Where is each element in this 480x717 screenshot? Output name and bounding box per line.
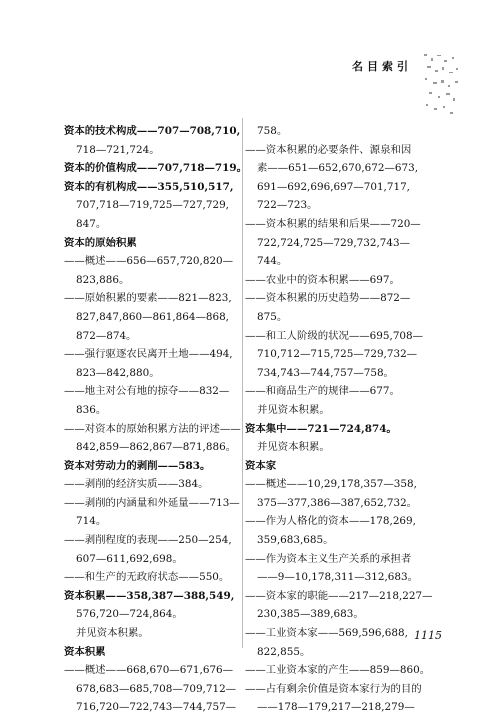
index-entry-line: 718—721,724。: [76, 143, 160, 156]
index-subentry-line: ——剥削程度的表现——250—254,: [64, 534, 232, 547]
page-number: 1115: [414, 629, 442, 642]
index-cross-reference: 并见资本积累。: [257, 441, 330, 454]
index-subentry-line: ——和商品生产的规律——677。: [245, 385, 400, 398]
index-entry-line: 758。: [257, 125, 288, 137]
index-entry-line: ——178—179,217—218,279—: [257, 701, 415, 714]
index-entry-line: 722—723。: [257, 199, 318, 212]
index-subentry-line: ——工业资本家——569,596,688,: [245, 627, 408, 640]
index-entry-line: 资本对劳动力的剥削——583。: [64, 459, 211, 472]
index-subentry-line: ——强行驱逐农民离开土地——494,: [64, 348, 233, 361]
index-subentry-line: ——原始积累的要素——821—823,: [64, 292, 232, 305]
index-heading: 资本家: [245, 459, 277, 472]
index-entry-line: 744。: [257, 255, 288, 268]
index-subentry-line: ——概述——10,29,178,357—358,: [245, 478, 417, 491]
index-subentry-line: ——剥削的内涵量和外延量——713—: [64, 496, 240, 509]
index-cross-reference: 并见资本积累。: [257, 403, 330, 416]
index-entry-line: 716,720—722,743—744,757—: [76, 701, 237, 714]
index-subentry-line: ——工业资本家的产生——859—860。: [245, 664, 431, 677]
index-entry-line: 710,712—715,725—729,732—: [257, 348, 418, 361]
index-heading: 资本的原始积累: [64, 236, 137, 249]
index-entry-line: 678,683—685,708—709,712—: [76, 682, 237, 695]
index-heading: 资本积累: [64, 645, 106, 658]
index-entry-line: 资本的有机构成——355,510,517,: [64, 180, 234, 193]
index-subentry-line: ——资本积累的结果和后果——720—: [245, 217, 421, 230]
index-entry-line: ——9—10,178,311—312,683。: [257, 571, 419, 584]
index-entry-line: 576,720—724,864。: [76, 608, 183, 621]
column-divider: [242, 118, 243, 648]
index-entry-line: 607—611,692,698。: [76, 552, 183, 565]
index-subentry-line: ——对资本的原始积累方法的评述——: [64, 422, 241, 435]
index-entry-line: 230,385—389,683。: [257, 608, 364, 621]
index-entry-line: 734,743—744,757—758。: [257, 366, 394, 379]
index-subentry-line: ——资本积累的必要条件、源泉和因: [245, 143, 412, 156]
left-index-column: [64, 122, 246, 717]
index-entry-line: 资本集中——721—724,874。: [245, 422, 397, 435]
index-entry-line: 842,859—862,867—871,886。: [76, 441, 237, 454]
index-entry-line: 875。: [257, 310, 288, 323]
index-entry-line: 714。: [76, 515, 107, 528]
index-subentry-line: ——农业中的资本积累——697。: [245, 273, 400, 286]
index-entry-line: 375—377,386—387,652,732。: [257, 496, 418, 509]
index-subentry-line: ——作为资本主义生产关系的承担者: [245, 552, 412, 565]
index-subentry-line: ——和工人阶级的状况——695,708—: [245, 329, 424, 342]
index-entry-line: 823—842,880。: [76, 366, 160, 379]
index-subentry-line: ——资本积累的历史趋势——872—: [245, 292, 411, 305]
index-entry-line: 691—692,696,697—701,717,: [257, 180, 410, 193]
index-subentry-line: ——占有剩余价值是资本家行为的目的: [245, 682, 422, 695]
index-subentry-line: ——概述——668,670—671,676—: [64, 664, 234, 677]
index-entry-line: 素——651—652,670,672—673,: [257, 162, 419, 175]
index-entry-line: 822,855。: [257, 645, 311, 658]
index-subentry-line: ——概述——656—657,720,820—: [64, 255, 234, 268]
index-subentry-line: ——和生产的无政府状态——550。: [64, 571, 230, 584]
index-entry-line: 资本积累——358,387—388,549,: [64, 589, 235, 602]
page-header-title: 名目索引: [352, 60, 412, 73]
index-entry-line: 资本的价值构成——707,718—719。: [64, 162, 247, 175]
index-entry-line: 资本的技术构成——707—708,710,: [64, 125, 241, 137]
index-entry-line: 827,847,860—861,864—868,: [76, 310, 229, 323]
scan-edge-noise: [422, 52, 462, 122]
index-subentry-line: ——资本家的职能——217—218,227—: [245, 589, 433, 602]
index-entry-line: 359,683,685。: [257, 534, 334, 547]
index-entry-line: 722,724,725—729,732,743—: [257, 236, 410, 249]
index-cross-reference: 并见资本积累。: [76, 627, 149, 640]
index-subentry-line: ——地主对公有地的掠夺——832—: [64, 385, 230, 398]
index-subentry-line: ——剥削的经济实质——384。: [64, 478, 209, 491]
index-subentry-line: ——作为人格化的资本——178,269,: [245, 515, 416, 528]
index-entry-line: 872—874。: [76, 329, 137, 342]
index-entry-line: 847。: [76, 217, 107, 230]
index-entry-line: 823,886。: [76, 273, 130, 286]
index-entry-line: 707,718—719,725—727,729,: [76, 199, 229, 212]
index-entry-line: 836。: [76, 403, 107, 416]
